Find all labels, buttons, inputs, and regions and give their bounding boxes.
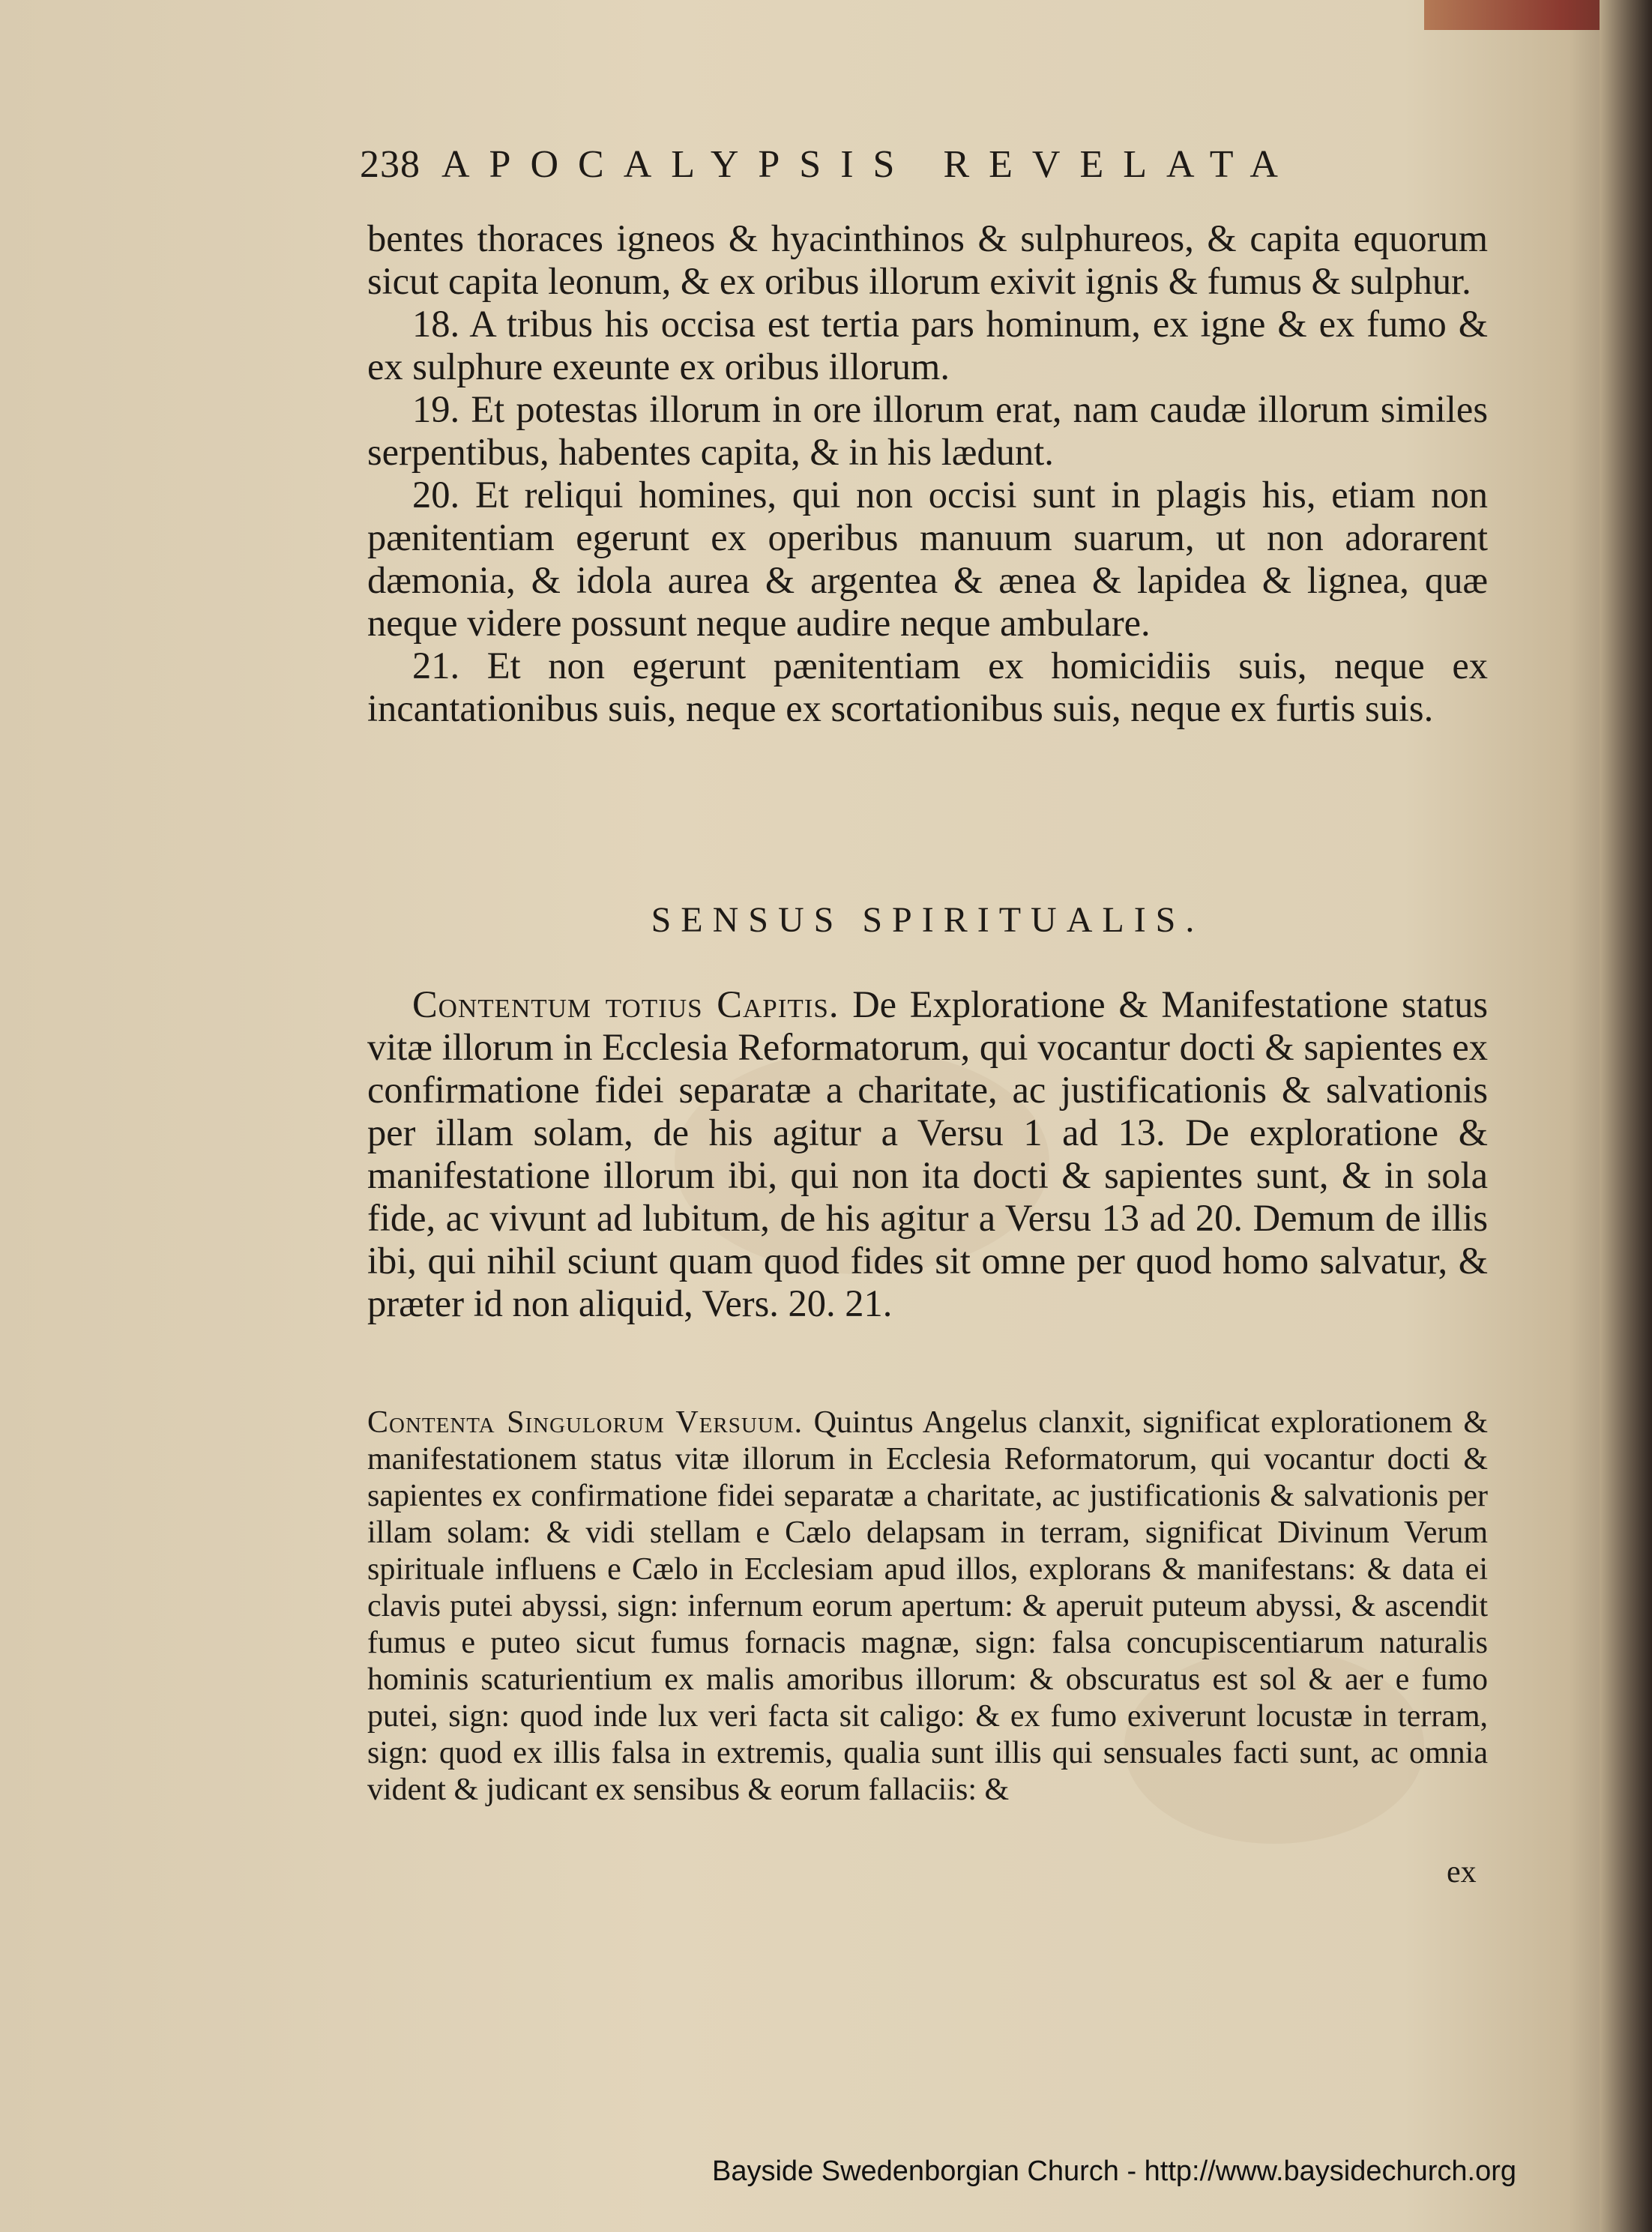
contenta-label: Contenta Singulorum Versuum. <box>367 1405 804 1440</box>
page-header-title: APOCALYPSIS REVELATA <box>441 143 1297 186</box>
verse-paragraph: 21. Et non egerunt pænitentiam ex homicidiis suis, neque ex incantationibus suis, neque ex scortationibus suis, neque ex furtis suis. <box>367 645 1488 729</box>
catchword: ex <box>1447 1855 1477 1889</box>
contentum-text: De Exploratione & Manifestatione status vitæ illorum in Ecclesia Reformatorum, qui vocantur docti & sapientes ex confirmatione fidei separatæ a charitate, ac justificationis & salvationis per illam solam, de his agitur a Versu 1 ad 13. De exploratione & manifestatione illorum ibi, qui non ita docti & sapientes sunt, & in sola fide, ac vivunt ad lubitum, de his agitur a Versu 13 ad 20. Demum de illis ibi, qui nihil sciunt quam quod fides sit omne per quod homo salvatur, & præter id non aliquid, Vers. 20. 21. <box>367 983 1488 1324</box>
section-title: SENSUS SPIRITUALIS. <box>651 900 1205 940</box>
contenta-block <box>367 1405 1488 1809</box>
contentum-paragraph <box>367 983 1488 1325</box>
contentum-block <box>367 983 1488 1325</box>
verse-block <box>367 217 1488 730</box>
page-number: 238 <box>360 143 420 186</box>
contenta-paragraph <box>367 1405 1488 1809</box>
verse-paragraph: bentes thoraces igneos & hyacinthinos & sulphureos, & capita equorum sicut capita leonum, & ex oribus illorum exivit ignis & fumus & sulphur. <box>367 217 1488 302</box>
verse-paragraph: 19. Et potestas illorum in ore illorum erat, nam caudæ illorum similes serpentibus, habentes capita, & in his lædunt. <box>367 388 1488 473</box>
verse-paragraph: 20. Et reliqui homines, qui non occisi sunt in plagis his, etiam non pænitentiam egerunt ex operibus manuum suarum, ut non adorarent dæmonia, & idola aurea & argentea & ænea & lapidea & lignea, quæ neque videre possunt neque audire neque ambulare. <box>367 474 1488 644</box>
footer-credit: Bayside Swedenborgian Church - http://www.baysidechurch.org <box>712 2156 1517 2187</box>
running-head <box>360 142 1499 187</box>
contenta-text: Quintus Angelus clanxit, significat explorationem & manifestationem status vitæ illorum in Ecclesia Reformatorum, qui vocantur docti & sapientes ex confirmatione fidei separatæ a charitate, ac justificationis & salvationis per illam solam: & vidi stellam e Cælo delapsam in terram, significat Divinum Verum spirituale influens e Cælo in Ecclesiam apud illos, explorans & manifestans: & data ei clavis putei abyssi, sign: infernum eorum apertum: & aperuit puteum abyssi, & ascendit fumus e puteo sicut fumus fornacis magnæ, sign: falsa concupiscentiarum naturalis hominis scaturientium ex malis amoribus illorum: & obscuratus est sol & aer e fumo putei, sign: quod inde lux veri facta sit caligo: & ex fumo exiverunt locustæ in terram, sign: quod ex illis falsa in extremis, qualia sunt illis qui sensuales facti sunt, ac omnia vident & judicant ex sensibus & eorum fallaciis: & <box>367 1405 1488 1807</box>
verse-paragraph: 18. A tribus his occisa est tertia pars hominum, ex igne & ex fumo & ex sulphure exeunte ex oribus illorum. <box>367 303 1488 387</box>
contentum-label: Contentum totius Capitis. <box>412 983 839 1025</box>
book-binding-edge <box>1600 0 1652 2232</box>
